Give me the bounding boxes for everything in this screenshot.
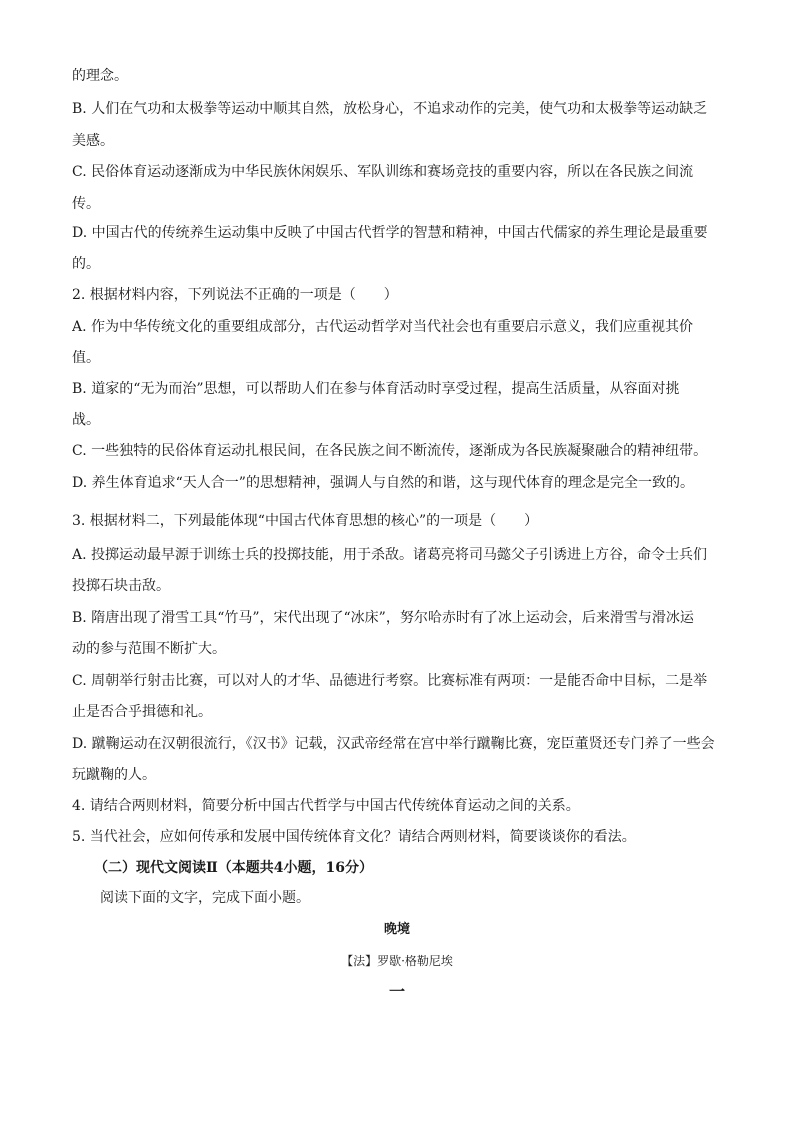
text-line: A. 作为中华传统文化的重要组成部分，古代运动哲学对当代社会也有重要启示意义，我们应重视其价 xyxy=(72,319,694,335)
text-line: 投掷石块击敌。 xyxy=(72,578,170,594)
instruction-text: 阅读下面的文字，完成下面小题。 xyxy=(100,890,310,906)
text-line: B. 人们在气功和太极拳等运动中顺其自然，放松身心，不追求动作的完美，使气功和太极拳等运动缺乏 xyxy=(72,101,708,117)
text-line: D. 中国古代的传统养生运动集中反映了中国古代哲学的智慧和精神，中国古代儒家的养生理论是最重要 xyxy=(72,225,708,241)
question-4: 4. 请结合两则材料，简要分析中国古代哲学与中国古代传统体育运动之间的关系。 xyxy=(72,798,580,814)
question-2: 2. 根据材料内容，下列说法不正确的一项是（ ） xyxy=(72,287,398,303)
part-number: 一 xyxy=(388,982,405,1001)
text-line: C. 一些独特的民俗体育运动扎根民间，在各民族之间不断流传，逐渐成为各民族凝聚融合的精神纽带。 xyxy=(72,443,708,459)
story-title: 晚境 xyxy=(383,922,410,937)
text-line: 美感。 xyxy=(72,133,114,149)
text-line: 的。 xyxy=(72,256,100,272)
text-line: 的理念。 xyxy=(72,68,128,84)
text-line: D. 养生体育追求“天人合一”的思想精神，强调人与自然的和谐，这与现代体育的理念是完全一致的。 xyxy=(72,475,694,491)
text-line: 值。 xyxy=(72,350,100,366)
story-author: 【法】罗歇·格勒尼埃 xyxy=(341,954,453,968)
text-line: 动的参与范围不断扩大。 xyxy=(72,641,226,657)
text-line: B. 隋唐出现了滑雪工具“竹马”，宋代出现了“冰床”，努尔哈赤时有了冰上运动会，后来滑雪与滑冰运 xyxy=(72,610,694,626)
question-5: 5. 当代社会，应如何传承和发展中国传统体育文化？请结合两则材料，简要谈谈你的看法。 xyxy=(72,829,636,845)
text-line: 止是否合乎揖德和礼。 xyxy=(72,704,212,720)
text-line: B. 道家的“无为而治”思想，可以帮助人们在参与体育活动时享受过程，提高生活质量，从容面对挑 xyxy=(72,381,680,397)
text-line: C. 民俗体育运动逐渐成为中华民族休闲娱乐、军队训练和赛场竞技的重要内容，所以在各民族之间流 xyxy=(72,164,694,180)
section-heading: （二）现代文阅读Ⅱ（本题共4小题，16分） xyxy=(94,860,374,876)
text-line: 战。 xyxy=(72,412,100,428)
text-line: 玩蹴鞠的人。 xyxy=(72,767,156,783)
question-3: 3. 根据材料二，下列最能体现“中国古代体育思想的核心”的一项是（ ） xyxy=(72,513,539,529)
text-line: D. 蹴鞠运动在汉朝很流行，《汉书》记载，汉武帝经常在宫中举行蹴鞠比赛，宠臣董贤还专门养了一些会 xyxy=(72,736,715,752)
text-line: 传。 xyxy=(72,196,100,212)
text-line: A. 投掷运动最早源于训练士兵的投掷技能，用于杀敌。诸葛亮将司马懿父子引诱进上方谷，命令士兵们 xyxy=(72,547,708,563)
text-line: C. 周朝举行射击比赛，可以对人的才华、品德进行考察。比赛标准有两项：一是能否命中目标，二是举 xyxy=(72,673,708,689)
